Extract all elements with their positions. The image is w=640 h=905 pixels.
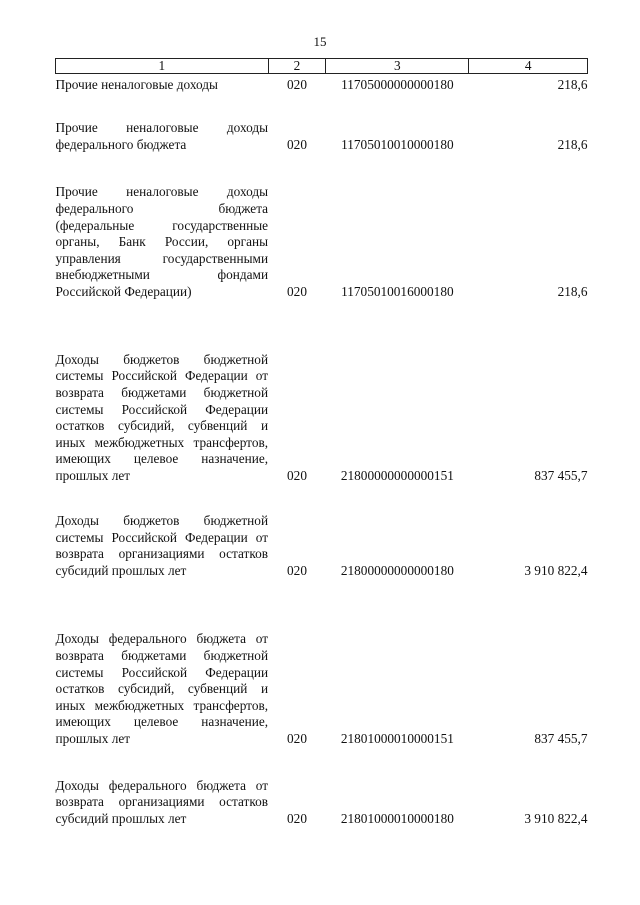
budget-classification-code: 21801000010000151 <box>340 730 454 746</box>
amount: 3 910 822,4 <box>524 810 588 826</box>
income-name: Доходы федерального бюджета от возврата бюджетами бюджетной системы Российской Федерации остатков субсидий, субвенций и иных межбюджетных трансфертов, имеющих целевое назначение, прошлых лет <box>55 631 269 746</box>
column-header-3: 3 <box>326 59 469 74</box>
income-name: Прочие неналоговые доходы <box>55 76 218 92</box>
amount: 837 455,7 <box>534 730 588 746</box>
admin-code: 020 <box>287 562 307 578</box>
admin-code: 020 <box>287 76 307 92</box>
table-row <box>56 485 588 580</box>
admin-code: 020 <box>287 467 307 483</box>
budget-classification-code: 21800000000000180 <box>340 562 454 578</box>
admin-code: 020 <box>287 136 307 152</box>
budget-classification-code: 11705010016000180 <box>341 283 454 299</box>
table-row <box>56 74 588 94</box>
income-name: Прочие неналоговые доходы федерального бюджета <box>55 120 269 152</box>
income-name: Доходы бюджетов бюджетной системы Российской Федерации от возврата бюджетами бюджетной системы Российской Федерации остатков субсидий, субвенций и иных межбюджетных трансфертов, имеющих целевое назначение, прошлых лет <box>55 351 269 483</box>
table-row <box>56 301 588 485</box>
income-name: Доходы федерального бюджета от возврата организациями остатков субсидий прошлых лет <box>55 777 269 826</box>
column-header-1: 1 <box>56 59 269 74</box>
budget-table <box>55 58 588 828</box>
amount: 218,6 <box>557 76 588 92</box>
page-number: 15 <box>313 34 327 49</box>
column-header-2: 2 <box>268 59 326 74</box>
amount: 218,6 <box>557 136 588 152</box>
column-header-4: 4 <box>469 59 588 74</box>
income-name: Прочие неналоговые доходы федерального бюджета (федеральные государственные органы, Банк России, органы управления государственными внебюджетными фондами Российской Федерации) <box>55 184 269 299</box>
admin-code: 020 <box>287 283 307 299</box>
table-header-row <box>56 59 588 74</box>
amount: 218,6 <box>557 283 588 299</box>
budget-classification-code: 11705010010000180 <box>341 136 454 152</box>
admin-code: 020 <box>287 810 307 826</box>
amount: 837 455,7 <box>534 467 588 483</box>
budget-classification-code: 21801000010000180 <box>340 810 454 826</box>
amount: 3 910 822,4 <box>524 562 588 578</box>
budget-classification-code: 11705000000000180 <box>341 76 454 92</box>
table-row <box>56 154 588 301</box>
table-row <box>56 580 588 748</box>
table-row <box>56 748 588 828</box>
budget-classification-code: 21800000000000151 <box>340 467 454 483</box>
income-name: Доходы бюджетов бюджетной системы Российской Федерации от возврата организациями остатков субсидий прошлых лет <box>55 513 269 578</box>
admin-code: 020 <box>287 730 307 746</box>
table-row <box>56 94 588 154</box>
